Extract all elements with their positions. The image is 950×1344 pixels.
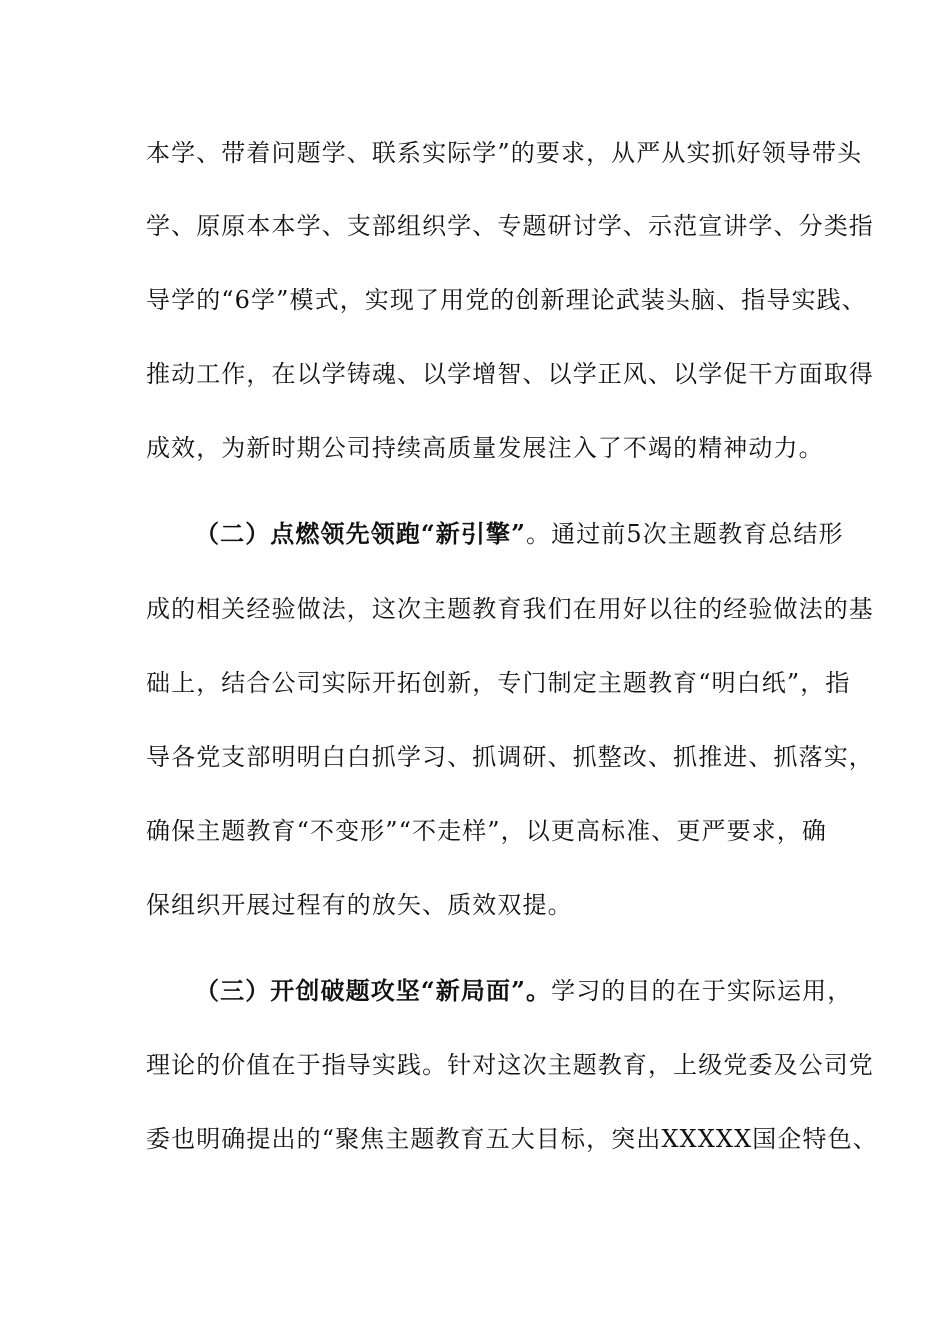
paragraph-2-line-3: 础上，结合公司实际开拓创新，专门制定主题教育“明白纸”，指 [146,669,851,697]
paragraph-1-line-5: 成效，为新时期公司持续高质量发展注入了不竭的精神动力。 [146,434,824,462]
paragraph-3-line-2: 理论的价值在于指导实践。针对这次主题教育，上级党委及公司党 [146,1051,874,1079]
paragraph-1-line-4: 推动工作，在以学铸魂、以学增智、以学正风、以学促干方面取得 [146,360,874,388]
paragraph-2-first-line [195,519,855,549]
paragraph-2-line-5: 确保主题教育“不变形”“不走样”，以更高标准、更严要求，确 [146,817,827,845]
paragraph-3-first-line-text: 学习的目的在于实际运用， [551,977,853,1005]
paragraph-2-heading: （二）点燃领先领跑“新引擎” [195,519,527,548]
paragraph-1-line-1: 本学、带着问题学、联系实际学”的要求，从严从实抓好领导带头 [146,139,863,167]
paragraph-2-line-2: 成的相关经验做法，这次主题教育我们在用好以往的经验做法的基 [146,595,874,623]
paragraph-1-line-2: 学、原原本本学、支部组织学、专题研讨学、示范宣讲学、分类指 [146,212,874,240]
paragraph-2-line-6: 保组织开展过程有的放矢、质效双提。 [146,891,573,919]
paragraph-3-first-line [195,976,855,1006]
paragraph-3-heading: （三）开创破题攻坚“新局面”。 [195,976,552,1005]
paragraph-1-line-3: 导学的“6学”模式，实现了用党的创新理论武装头脑、指导实践、 [146,286,867,314]
paragraph-3-line-3: 委也明确提出的“聚焦主题教育五大目标，突出XXXXX国企特色、 [146,1125,878,1153]
paragraph-2-first-line-text: 。通过前5次主题教育总结形 [526,520,844,548]
paragraph-2-line-4: 导各党支部明明白白抓学习、抓调研、抓整改、抓推进、抓落实， [146,743,874,771]
